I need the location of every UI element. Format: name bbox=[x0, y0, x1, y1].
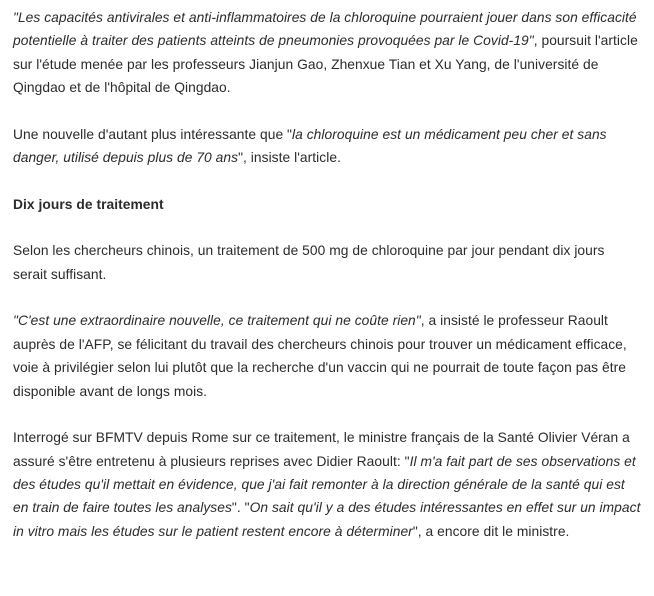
paragraph-text: ", insiste l'article. bbox=[238, 150, 341, 166]
paragraph-minister-veran bbox=[13, 426, 641, 543]
paragraph-treatment-dose bbox=[13, 239, 641, 286]
section-subtitle: Dix jours de traitement bbox=[13, 196, 164, 212]
paragraph-text: Interrogé sur BFMTV depuis Rome sur ce traitement, le ministre français de la Santé Olivier Véran a assuré s'être entretenu à plusieurs reprises avec Didier Raoult: " bbox=[13, 430, 630, 469]
paragraph-gap bbox=[13, 216, 641, 239]
article-body bbox=[13, 6, 641, 543]
paragraph-text: , poursuit l'article sur l'étude menée par les professeurs Jianjun Gao, Zhenxue Tian et Xu Yang, de l'université de Qingdao et de l'hôpital de Qingdao. bbox=[13, 33, 638, 96]
quote-capacities: "Les capacités antivirales et anti-inflammatoires de la chloroquine pourraient jouer dans son efficacité potentielle à traiter des patients atteints de pneumonies provoquées par le Covid-19" bbox=[13, 10, 637, 49]
quote-cheap-medicine: la chloroquine est un médicament peu cher et sans danger, utilisé depuis plus de 70 ans bbox=[13, 126, 607, 166]
paragraph-interesting-news bbox=[13, 123, 641, 170]
paragraph-gap bbox=[13, 286, 641, 309]
paragraph-text: Une nouvelle d'autant plus intéressante que " bbox=[13, 126, 293, 142]
paragraph-gap bbox=[13, 170, 641, 193]
paragraph-chloroquine-capacities bbox=[13, 6, 641, 100]
quote-veran-studies: On sait qu'il y a des études intéressantes en effet sur un impact in vitro mais les études sur le patient restent encore à déterminer bbox=[13, 500, 641, 539]
paragraph-text: ". " bbox=[231, 500, 250, 516]
paragraph-text: Selon les chercheurs chinois, un traitement de 500 mg de chloroquine par jour pendant dix jours serait suffisant. bbox=[13, 243, 605, 282]
paragraph-gap bbox=[13, 403, 641, 426]
quote-raoult: "C'est une extraordinaire nouvelle, ce traitement qui ne coûte rien" bbox=[13, 313, 421, 329]
paragraph-raoult-quote bbox=[13, 309, 641, 403]
paragraph-text: ", a encore dit le ministre. bbox=[412, 523, 570, 539]
paragraph-text: , a insisté le professeur Raoult auprès de l'AFP, se félicitant du travail des chercheurs chinois pour trouver un médicament efficace, voie à privilégier selon lui plutôt que la recherche d'un vaccin qui ne pourrait de toute façon pas être disponible avant de longs mois. bbox=[13, 313, 627, 399]
quote-veran-observations: Il m'a fait part de ses observations et des études qu'il mettait en évidence, que j'ai fait remonter à la direction générale de la santé qui est en train de faire toutes les analyses bbox=[13, 453, 636, 516]
paragraph-gap bbox=[13, 100, 641, 123]
